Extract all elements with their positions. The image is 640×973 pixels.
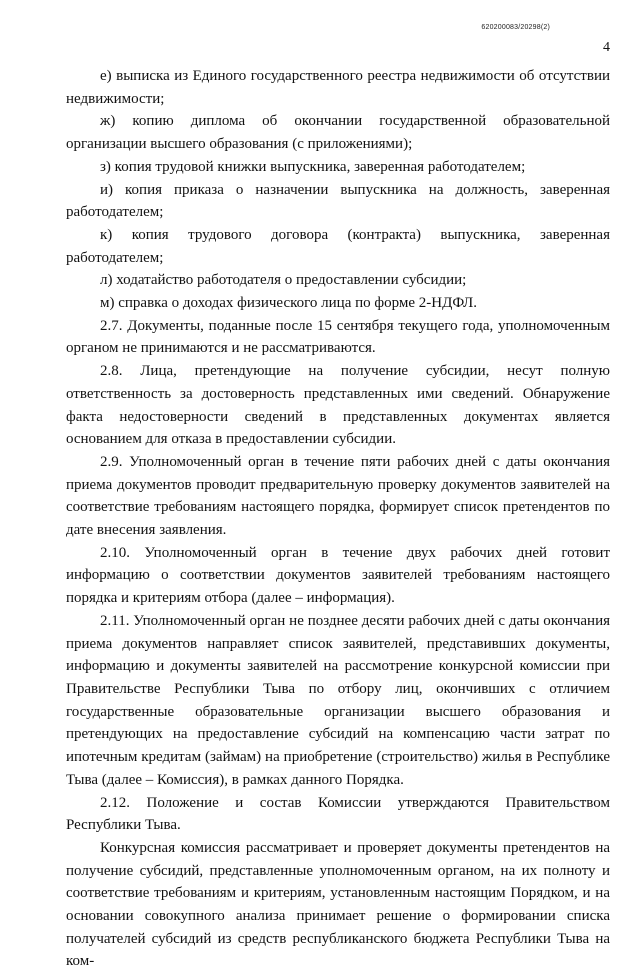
document-body [66,65,610,973]
paragraph-item-l: л) ходатайство работодателя о предоставлении субсидии; [100,272,467,289]
paragraph-commission: Конкурсная комиссия рассматривает и проверяет документы претендентов на получение субсидий, представленные уполномоченным органом, на их полноту и соответствие требованиям и критериям, установленным настоящим Порядком, и на основании совокупного анализа принимает решение о формировании списка получателей субсидий из средств республиканского бюджета Республики Тыва на ком- [66,839,610,970]
paragraph-item-e: е) выписка из Единого государственного реестра недвижимости об отсутствии недвижимости; [66,68,610,107]
paragraph-item-zh: ж) копию диплома об окончании государственной образовательной организации высшего образования (с приложениями); [66,113,610,153]
paragraph-item-m: м) справка о доходах физического лица по форме 2-НДФЛ. [100,295,477,312]
paragraph-2-11: 2.11. Уполномоченный орган не позднее десяти рабочих дней с даты окончания приема документов направляет список заявителей, представивших документы, информацию и документы заявителей на рассмотрение конкурсной комиссии при Правительстве Республики Тыва по отбору лиц, окончивших с отличием государственные образовательные организации высшего образования и претендующих на предоставление субсидий на компенсацию части затрат по ипотечным кредитам (займам) на приобретение (строительство) жилья в Республике Тыва (далее – Комиссия), в рамках данного Порядка. [66,612,610,788]
paragraph-2-9: 2.9. Уполномоченный орган в течение пяти рабочих дней с даты окончания приема документов проводит предварительную проверку документов заявителей на соответствие требованиям настоящего порядка, формирует список претендентов по дате внесения заявления. [66,453,610,539]
paragraph-2-7: 2.7. Документы, поданные после 15 сентября текущего года, уполномоченным органом не принимаются и не рассматриваются. [66,317,610,357]
paragraph-2-8: 2.8. Лица, претендующие на получение субсидии, несут полную ответственность за достоверность представленных ими сведений. Обнаружение факта недостоверности сведений в представленных документах является основанием для отказа в предоставлении субсидии. [66,363,610,448]
page-number: 4 [603,40,610,55]
paragraph-2-10: 2.10. Уполномоченный орган в течение двух рабочих дней готовит информацию о соответствии документов заявителей требованиям настоящего порядка и критериям отбора (далее – информация). [66,544,610,607]
paragraph-item-z: з) копия трудовой книжки выпускника, заверенная работодателем; [100,158,526,175]
paragraph-item-k: к) копия трудового договора (контракта) выпускника, заверенная работодателем; [66,226,610,266]
document-id: 620200083/20298(2) [481,24,550,31]
paragraph-item-i: и) копия приказа о назначении выпускника на должность, заверенная работодателем; [66,181,610,221]
paragraph-2-12: 2.12. Положение и состав Комиссии утверждаются Правительством Республики Тыва. [66,794,610,834]
